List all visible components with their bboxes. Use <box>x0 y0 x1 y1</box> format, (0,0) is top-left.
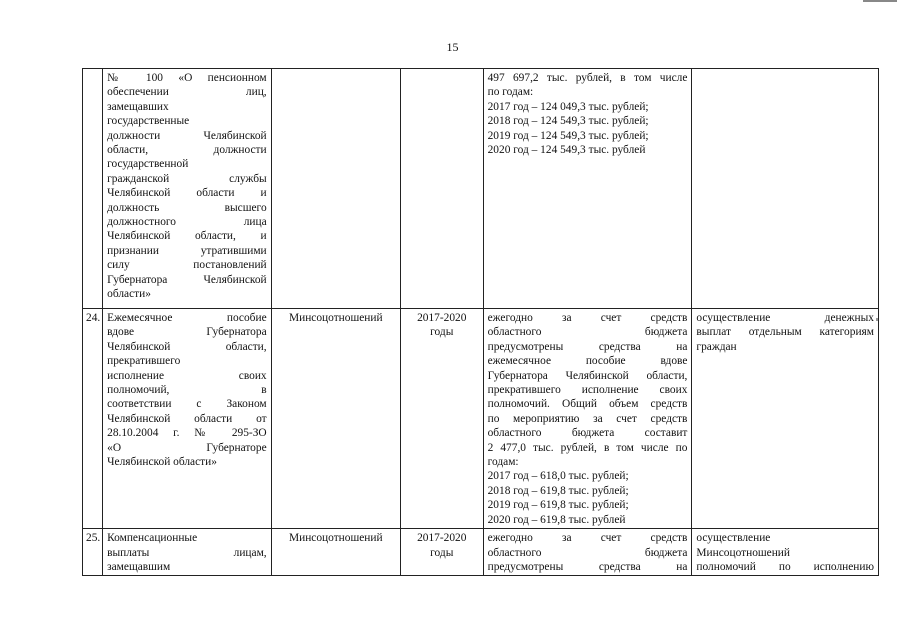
text-line: признании утратившими <box>107 244 267 257</box>
row-number-cell <box>83 69 103 309</box>
text-line: прекратившего исполнение своих <box>487 384 688 397</box>
text-line: должностного лица <box>107 216 267 229</box>
text-line: граждан <box>696 340 737 353</box>
text-line: 497 697,2 тыс. рублей, в том числе <box>487 72 688 84</box>
text-line: осуществление денежных <box>696 312 874 324</box>
funding-cell <box>483 529 692 576</box>
text-line: 2018 год – 619,8 тыс. рублей; <box>487 484 629 497</box>
text-line: 2020 год – 619,8 тыс. рублей <box>487 513 626 526</box>
measure-cell <box>103 309 272 529</box>
text-line: полномочий. Общий объем средств <box>487 398 688 411</box>
text-line: выплаты лицам, <box>107 546 267 559</box>
text-line: Челябинской области» <box>107 456 217 469</box>
executor-cell: Минсоцотношений <box>271 309 400 529</box>
funding-cell <box>483 309 692 529</box>
text-line: годы <box>430 546 454 559</box>
text-line: должность высшего <box>107 201 267 214</box>
text-line: областного бюджета <box>487 546 688 559</box>
text-line: областного бюджета составит <box>487 427 688 440</box>
text-line: области» <box>107 288 151 301</box>
measure-cell <box>103 69 272 309</box>
row-number-cell: 24. <box>83 309 103 529</box>
text-line: Губернатора Челябинской области, <box>487 369 688 382</box>
period-cell <box>400 69 483 309</box>
corner-scan-mark <box>863 0 897 2</box>
text-line: годы <box>430 326 454 339</box>
text-line: должности Челябинской <box>107 129 267 142</box>
text-line: полномочий по исполнению <box>696 560 874 573</box>
result-cell <box>692 309 879 529</box>
table-row <box>83 529 879 576</box>
text-line: по мероприятию за счет средств <box>487 412 688 425</box>
text-line: прекратившего <box>107 355 181 368</box>
text-line: выплат отдельным категориям <box>696 326 874 339</box>
text-line: 2017-2020 <box>417 532 467 545</box>
period-cell <box>400 529 483 576</box>
text-line: «О Губернаторе <box>107 441 267 454</box>
result-cell <box>692 529 879 576</box>
text-line: Челябинской области, <box>107 340 267 353</box>
text-line: предусмотрены средства на <box>487 340 688 353</box>
text-line: обеспечении лиц, <box>107 86 267 99</box>
row-number-cell: 25. <box>83 529 103 576</box>
text-line: Минсоцотношений <box>696 546 791 559</box>
measure-cell <box>103 529 272 576</box>
text-line: гражданской службы <box>107 172 267 185</box>
text-line: исполнение своих <box>107 369 267 382</box>
period-cell <box>400 309 483 529</box>
text-line: государственной <box>107 158 189 171</box>
table-row <box>83 69 879 309</box>
text-line: осуществление <box>696 532 771 545</box>
text-line: области, должности <box>107 144 267 157</box>
text-line: ежегодно за счет средств <box>487 532 688 545</box>
text-line: областного бюджета <box>487 326 688 339</box>
text-line: 2020 год – 124 549,3 тыс. рублей <box>487 144 646 157</box>
text-line: 2017-2020 <box>417 312 467 324</box>
text-line: ежемесячное пособие вдове <box>487 355 688 368</box>
text-line: по годам: <box>487 86 534 99</box>
text-line: Компенсационные <box>107 532 198 545</box>
result-cell <box>692 69 879 309</box>
text-line: Челябинской области и <box>107 187 267 200</box>
text-line: 2019 год – 619,8 тыс. рублей; <box>487 499 629 512</box>
text-line: замещавших <box>107 100 169 113</box>
text-line: 2017 год – 618,0 тыс. рублей; <box>487 470 629 483</box>
text-line: Ежемесячное пособие <box>107 312 267 324</box>
executor-cell <box>271 69 400 309</box>
text-line: Челябинской области, и <box>107 230 267 243</box>
text-line: годам: <box>487 456 519 469</box>
text-line: Челябинской области от <box>107 412 267 425</box>
text-line: полномочий, в <box>107 384 267 397</box>
text-line: 2019 год – 124 549,3 тыс. рублей; <box>487 129 649 142</box>
text-line: силу постановлений <box>107 259 267 272</box>
text-line: замещавшим <box>107 560 171 573</box>
text-line: 28.10.2004 г. № 295-ЗО <box>107 427 267 440</box>
text-line: Губернатора Челябинской <box>107 273 267 286</box>
funding-cell <box>483 69 692 309</box>
table-row <box>83 309 879 529</box>
text-line: № 100 «О пенсионном <box>107 72 267 84</box>
program-measures-table <box>82 68 879 576</box>
page-number: 15 <box>446 40 459 54</box>
text-line: 2 477,0 тыс. рублей, в том числе по <box>487 441 688 454</box>
executor-cell: Минсоцотношений <box>271 529 400 576</box>
text-line: предусмотрены средства на <box>487 560 688 573</box>
text-line: государственные <box>107 115 190 128</box>
text-line: 2018 год – 124 549,3 тыс. рублей; <box>487 115 649 128</box>
text-line: вдове Губернатора <box>107 326 267 339</box>
text-line: 2017 год – 124 049,3 тыс. рублей; <box>487 100 649 113</box>
text-line: соответствии с Законом <box>107 398 267 411</box>
text-line: ежегодно за счет средств <box>487 312 688 324</box>
